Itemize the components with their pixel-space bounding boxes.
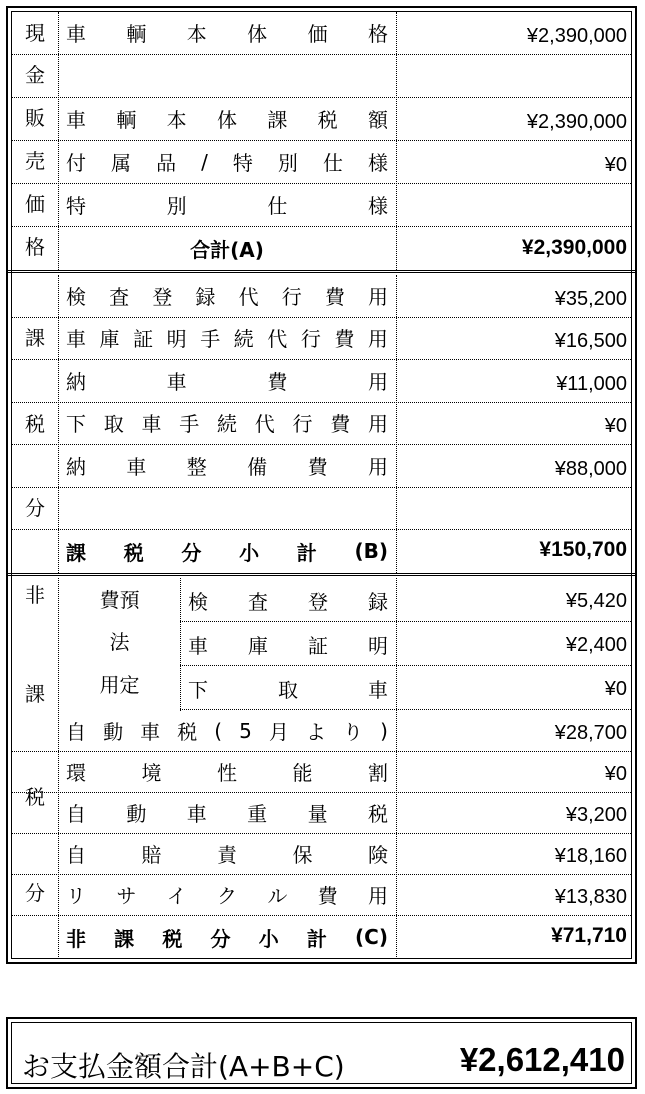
label-char: 用 — [367, 884, 388, 908]
label-char: 価 — [307, 22, 328, 46]
row-amount: ¥18,160 — [554, 845, 627, 867]
table-row — [12, 445, 631, 488]
table-row — [12, 184, 631, 227]
label-char: 税 — [162, 926, 183, 951]
row-amount: ¥2,390,000 — [526, 25, 627, 47]
table-row — [12, 488, 631, 531]
label-char: 用 — [367, 454, 388, 479]
row-amount: ¥11,000 — [556, 372, 627, 395]
label-char: 用 — [367, 284, 388, 309]
row-label — [62, 363, 392, 398]
table-row — [180, 666, 631, 710]
label-char: 下 — [66, 412, 86, 437]
label-char: (C) — [355, 925, 388, 949]
row-amount: ¥0 — [604, 415, 627, 437]
label-char: 明 — [368, 634, 388, 658]
label-char: 自 — [66, 843, 86, 867]
label-char: 別 — [166, 194, 187, 218]
label-char: 険 — [368, 843, 388, 867]
label-char: 環 — [66, 761, 86, 785]
nontaxable-subtotal-label — [62, 920, 392, 954]
label-char: 動 — [126, 802, 147, 826]
table-row — [12, 752, 631, 793]
label-char: 税 — [123, 540, 144, 565]
label-char: 費 — [267, 369, 288, 394]
label-char: 車 — [368, 678, 388, 702]
table-row — [12, 360, 631, 403]
legal-fee-label-part: 法 — [109, 630, 130, 654]
row-label — [62, 837, 392, 870]
table-row — [12, 318, 631, 361]
label-char: 車 — [66, 108, 86, 132]
table-row — [12, 12, 631, 55]
label-char: ル — [267, 884, 288, 908]
label-char: 検 — [66, 284, 86, 309]
label-char: 課 — [66, 540, 86, 565]
table-row — [12, 875, 631, 916]
side-char: 課 — [25, 682, 45, 706]
table-row — [12, 793, 631, 834]
label-char: 輌 — [126, 22, 147, 46]
label-char: 課 — [114, 926, 135, 951]
label-char: 庫 — [248, 634, 268, 658]
label-char: 車 — [166, 369, 187, 394]
label-char: 検 — [188, 590, 208, 614]
section-separator — [8, 270, 635, 273]
label-char: 証 — [133, 327, 154, 352]
cash-price-total-row — [12, 227, 631, 270]
label-char: 小 — [258, 926, 279, 951]
row-amount: ¥0 — [604, 763, 627, 785]
label-char: 特 — [232, 151, 253, 175]
label-char: 録 — [368, 590, 388, 614]
table-row — [12, 403, 631, 446]
side-char: 分 — [25, 496, 45, 520]
taxable-section — [12, 275, 631, 573]
row-amount: ¥16,500 — [554, 330, 627, 352]
label-char: 納 — [66, 454, 86, 479]
section-separator — [8, 573, 635, 576]
taxable-subtotal-row — [12, 530, 631, 573]
label-char: 用 — [367, 327, 388, 352]
row-label — [62, 491, 392, 526]
row-label — [184, 674, 392, 703]
label-char: 様 — [367, 151, 388, 175]
label-char: 量 — [307, 802, 328, 826]
legal-fee-label-part: 費預 — [99, 588, 140, 612]
label-char: 車 — [66, 22, 86, 46]
label-char: 税 — [317, 108, 338, 132]
label-char: 仕 — [267, 194, 288, 218]
side-char: 現 — [25, 21, 45, 45]
label-char: 計 — [296, 540, 317, 565]
row-label — [62, 878, 392, 911]
label-char: 額 — [367, 108, 388, 132]
label-char: 用 — [367, 369, 388, 394]
side-char: 非 — [25, 583, 45, 607]
label-char: よ — [305, 720, 326, 744]
label-char: 能 — [292, 761, 313, 785]
payment-total-inner — [11, 1022, 632, 1084]
row-label — [62, 278, 392, 313]
payment-total-box — [6, 1017, 637, 1089]
label-char: 賠 — [141, 843, 162, 867]
row-amount: ¥3,200 — [565, 804, 627, 826]
label-char: 費 — [317, 884, 338, 908]
label-char: 課 — [267, 108, 288, 132]
label-char: 車 — [126, 454, 147, 479]
label-char: 付 — [66, 151, 86, 175]
label-char: 仕 — [322, 151, 343, 175]
label-char: (B) — [354, 539, 388, 563]
cash-price-section — [12, 12, 631, 270]
label-char: ク — [216, 884, 237, 908]
row-label — [62, 58, 392, 93]
label-char: 分 — [210, 926, 231, 951]
label-char: 行 — [292, 412, 313, 437]
label-char: 車 — [66, 327, 86, 352]
label-char: 境 — [141, 761, 162, 785]
label-char: イ — [166, 884, 187, 908]
label-char: 査 — [109, 284, 130, 309]
label-char: 録 — [195, 284, 216, 309]
label-char: 登 — [152, 284, 173, 309]
label-char: リ — [66, 884, 86, 908]
label-char: 税 — [367, 802, 388, 826]
label-char: 明 — [166, 327, 187, 352]
label-char: 分 — [181, 540, 202, 565]
row-label — [62, 101, 392, 136]
row-label — [62, 796, 392, 829]
label-char: 続 — [233, 327, 254, 352]
row-label — [62, 321, 392, 356]
label-char: 備 — [247, 454, 268, 479]
label-char: 証 — [308, 634, 328, 658]
label-char: 車 — [186, 802, 207, 826]
label-char: 続 — [217, 412, 237, 437]
row-label — [62, 755, 392, 788]
side-char: 販 — [25, 106, 45, 130]
label-char: 車 — [188, 634, 208, 658]
label-char: 代 — [238, 284, 259, 309]
row-amount: ¥5,420 — [565, 590, 627, 612]
label-char: 非 — [66, 926, 86, 951]
side-char: 課 — [25, 326, 45, 350]
label-char: 格 — [367, 22, 388, 46]
payment-total-label: お支払金額合計(A+B+C) — [22, 1050, 345, 1083]
label-char: 取 — [103, 412, 124, 437]
label-char: 特 — [66, 194, 86, 218]
price-breakdown-table — [6, 6, 637, 964]
label-char: 税 — [177, 720, 198, 744]
label-char: 行 — [300, 327, 321, 352]
row-amount: ¥0 — [604, 154, 627, 176]
row-label — [62, 15, 392, 50]
label-char: ) — [380, 718, 388, 743]
table-row — [180, 622, 631, 666]
cash-price-total-label: 合計(A) — [190, 237, 264, 262]
nontaxable-subtotal-row — [12, 916, 631, 959]
label-char: 車 — [140, 720, 161, 744]
row-label — [62, 714, 392, 747]
row-label — [184, 630, 392, 659]
row-label — [62, 406, 392, 441]
label-char: 庫 — [99, 327, 120, 352]
label-char: 手 — [179, 412, 200, 437]
taxable-subtotal-label — [62, 534, 392, 568]
row-amount: ¥28,700 — [554, 722, 627, 744]
taxable-subtotal-amount: ¥150,700 — [539, 538, 627, 561]
table-row — [12, 711, 631, 752]
table-row — [180, 578, 631, 622]
label-char: 5 — [239, 718, 252, 743]
side-char: 税 — [25, 412, 45, 436]
table-row — [12, 834, 631, 875]
side-char: 分 — [25, 881, 45, 905]
row-amount: ¥0 — [604, 678, 627, 700]
side-char: 売 — [25, 149, 45, 173]
label-char: 保 — [292, 843, 313, 867]
label-char: 本 — [166, 108, 187, 132]
row-label — [62, 187, 392, 222]
nontaxable-section — [12, 578, 631, 959]
label-char: 費 — [330, 412, 351, 437]
label-char: 計 — [306, 926, 327, 951]
label-char: 動 — [103, 720, 124, 744]
label-char: 小 — [239, 540, 260, 565]
label-char: 登 — [308, 590, 328, 614]
label-char: 体 — [216, 108, 237, 132]
table-row — [12, 275, 631, 318]
side-char: 格 — [25, 235, 45, 259]
label-char: 属 — [111, 151, 132, 175]
label-char: 査 — [248, 590, 268, 614]
table-row — [12, 141, 631, 184]
label-char: 様 — [367, 194, 388, 218]
legal-fee-label-part: 用定 — [99, 673, 140, 697]
label-char: 手 — [200, 327, 221, 352]
row-amount: ¥35,200 — [554, 287, 627, 310]
side-char: 価 — [25, 192, 45, 216]
row-amount: ¥2,400 — [565, 634, 627, 656]
row-label — [184, 586, 392, 615]
label-char: 品 — [156, 151, 177, 175]
table-row — [12, 55, 631, 98]
label-char: 費 — [324, 284, 345, 309]
label-char: 行 — [281, 284, 302, 309]
label-char: / — [201, 149, 208, 174]
label-char: 代 — [254, 412, 275, 437]
nontaxable-subtotal-amount: ¥71,710 — [551, 924, 627, 947]
side-char: 税 — [25, 785, 45, 809]
label-char: 輌 — [116, 108, 137, 132]
label-char: 整 — [186, 454, 207, 479]
label-char: 下 — [188, 678, 208, 702]
label-char: 車 — [141, 412, 162, 437]
label-char: 本 — [186, 22, 207, 46]
label-char: 責 — [217, 843, 237, 867]
row-label — [62, 448, 392, 483]
row-amount: ¥88,000 — [554, 457, 627, 480]
label-char: 月 — [268, 720, 289, 744]
side-char: 金 — [25, 63, 45, 87]
row-label — [62, 144, 392, 179]
label-char: り — [343, 720, 364, 744]
label-char: 性 — [217, 761, 237, 785]
label-char: 費 — [307, 454, 328, 479]
label-char: 自 — [66, 720, 86, 744]
label-char: 別 — [277, 151, 298, 175]
label-char: 重 — [247, 802, 268, 826]
cash-price-total-amount: ¥2,390,000 — [521, 236, 627, 259]
label-char: 割 — [368, 761, 388, 785]
label-char: 自 — [66, 802, 86, 826]
label-char: 取 — [278, 678, 298, 702]
label-char: 代 — [267, 327, 288, 352]
label-char: 体 — [247, 22, 268, 46]
row-amount: ¥13,830 — [554, 886, 627, 908]
label-char: 費 — [334, 327, 355, 352]
label-char: 用 — [368, 412, 388, 437]
label-char: 納 — [66, 369, 86, 394]
price-breakdown-inner — [11, 11, 632, 959]
payment-total-amount: ¥2,612,410 — [459, 1041, 625, 1078]
table-row — [12, 98, 631, 141]
label-char: サ — [116, 884, 137, 908]
row-amount: ¥2,390,000 — [526, 111, 627, 133]
label-char: ( — [214, 718, 223, 743]
